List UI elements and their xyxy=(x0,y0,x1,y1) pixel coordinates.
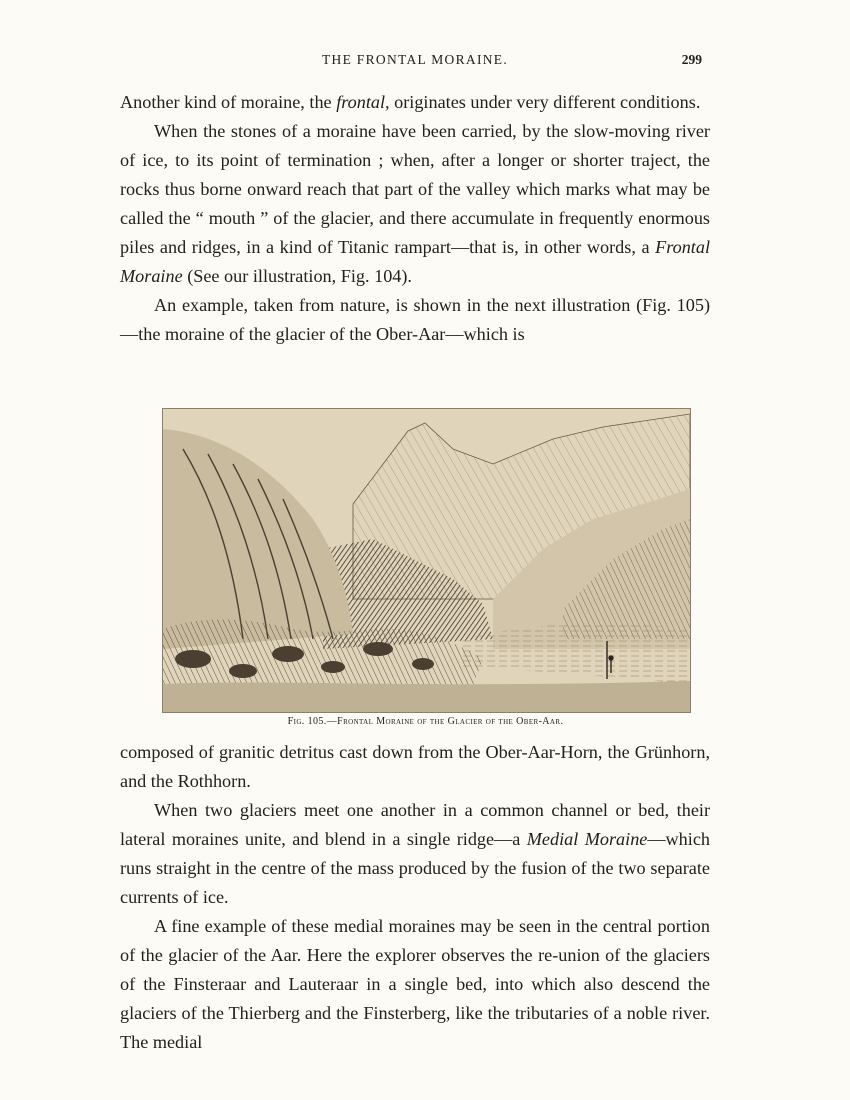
text-block-top xyxy=(120,88,710,349)
paragraph-example xyxy=(120,291,710,349)
italic-term-medial-moraine: Medial Moraine xyxy=(526,829,648,849)
text-block-bottom xyxy=(120,738,710,1057)
text-segment: (See our illustration, Fig. 104). xyxy=(182,266,412,286)
paragraph-composition xyxy=(120,738,710,796)
paragraph-frontal-intro xyxy=(120,88,710,117)
text-segment: originates under very different conditions. xyxy=(389,92,701,112)
figure-engraving xyxy=(162,408,691,713)
page-number: 299 xyxy=(681,52,702,67)
figure-caption: Fig. 105.—Frontal Moraine of the Glacier of the Ober-Aar. xyxy=(287,716,564,727)
text-segment: An example, taken from nature, is shown in the next illustration (Fig. 105)—the moraine of the glacier of the Ober-Aar—which is xyxy=(120,295,710,344)
paragraph-aar-example xyxy=(120,912,710,1057)
running-title: THE FRONTAL MORAINE. xyxy=(321,52,509,67)
running-head xyxy=(120,52,710,72)
text-segment: When two glaciers meet one another in a common channel or bed, their lateral moraines unite, and blend in a single ridge—a xyxy=(120,800,710,849)
italic-term-frontal-moraine: Frontal Moraine xyxy=(120,237,710,286)
paragraph-medial-moraine xyxy=(120,796,710,912)
text-segment: —which runs straight in the centre of the mass produced by the fusion of the two separate currents of ice. xyxy=(120,829,710,907)
text-segment: A fine example of these medial moraines may be seen in the central portion of the glacier of the Aar. Here the explorer observes the re-union of the glaciers of the Finsteraar and Lauteraar in a single bed, into which also descend the glaciers of the Thierberg and the Finsterberg, like the tributaries of a noble river. The medial xyxy=(120,916,710,1052)
text-segment: When the stones of a moraine have been carried, by the slow-moving river of ice, to its point of termination ; when, after a longer or shorter traject, the rocks thus borne onward reach that part of the valley which marks what may be called the “ mouth ” of the glacier, and there accumulate in frequently enormous piles and ridges, in a kind of Titanic rampart—that is, in other words, a xyxy=(120,121,710,257)
paragraph-frontal-definition xyxy=(120,117,710,291)
text-segment: composed of granitic detritus cast down from the Ober-Aar-Horn, the Grünhorn, and the Rothhorn. xyxy=(120,742,710,791)
text-segment: Another kind of moraine, the xyxy=(120,92,337,112)
italic-term-frontal: frontal, xyxy=(336,92,390,112)
foreground-shore xyxy=(163,681,690,712)
engraving-illustration xyxy=(163,409,690,712)
